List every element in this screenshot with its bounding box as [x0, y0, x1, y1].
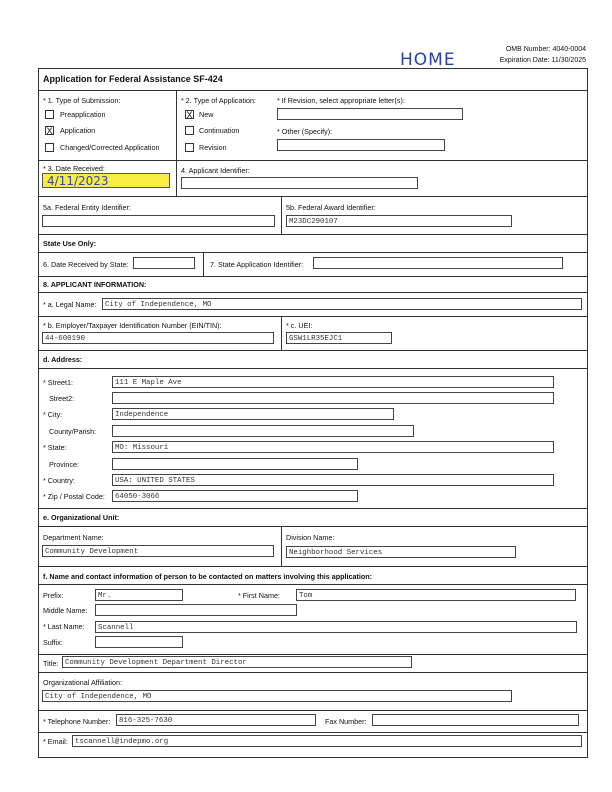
first-name-label: * First Name: [238, 591, 280, 600]
last-name-input[interactable]: Scannell [95, 621, 577, 633]
state-label: * State: [43, 443, 67, 452]
rule [38, 90, 588, 91]
other-specify-input[interactable] [277, 139, 445, 151]
ein-input[interactable]: 44-600190 [42, 332, 274, 344]
province-label: Province: [49, 460, 79, 469]
zip-label: * Zip / Postal Code: [43, 492, 105, 501]
new-label: New [199, 110, 214, 119]
applicant-identifier-input[interactable] [181, 177, 418, 189]
zip-input[interactable]: 64050-3066 [112, 490, 358, 502]
date-received-field[interactable]: 4/11/2023 [42, 173, 170, 188]
street1-input[interactable]: 111 E Maple Ave [112, 376, 554, 388]
new-checkbox[interactable]: X [186, 110, 193, 120]
revision-checkbox[interactable] [185, 143, 194, 152]
country-label: * Country: [43, 476, 75, 485]
state-input[interactable]: MO: Missouri [112, 441, 554, 453]
street2-input[interactable] [112, 392, 554, 404]
county-label: County/Parish: [49, 427, 97, 436]
rule [38, 508, 588, 509]
state-use-header: State Use Only: [43, 239, 97, 248]
telephone-input[interactable]: 816-325-7630 [116, 714, 316, 726]
omb-number: OMB Number: 4040-0004 [505, 46, 586, 53]
divider [281, 316, 282, 350]
revision-letter-label: * If Revision, select appropriate letter(s): [277, 96, 405, 105]
fax-label: Fax Number: [325, 717, 367, 726]
divider [281, 196, 282, 234]
divider [176, 90, 177, 160]
rule [38, 584, 588, 585]
fax-input[interactable] [372, 714, 579, 726]
applicant-info-header: 8. APPLICANT INFORMATION: [43, 280, 147, 289]
application-checkbox[interactable]: X [46, 126, 53, 136]
type-of-application-label: * 2. Type of Application: [181, 96, 256, 105]
rule [38, 368, 588, 369]
affiliation-label: Organizational Affiliation: [43, 678, 122, 687]
department-label: Department Name: [43, 533, 104, 542]
county-input[interactable] [112, 425, 414, 437]
state-date-input[interactable] [133, 257, 195, 269]
federal-entity-input[interactable] [42, 215, 275, 227]
rule [38, 732, 588, 733]
division-label: Division Name: [286, 533, 335, 542]
street2-label: Street2: [49, 394, 75, 403]
continuation-label: Continuation [199, 126, 240, 135]
legal-name-input[interactable]: City of Independence, MO [102, 298, 582, 310]
preapplication-label: Preapplication [60, 110, 106, 119]
rule [38, 350, 588, 351]
rule [38, 316, 588, 317]
uei-label: * c. UEI: [286, 321, 313, 330]
rule [38, 292, 588, 293]
form-title: Application for Federal Assistance SF-424 [43, 74, 223, 84]
telephone-label: * Telephone Number: [43, 717, 111, 726]
prefix-input[interactable]: Mr. [95, 589, 183, 601]
address-header: d. Address: [43, 355, 83, 364]
org-unit-header: e. Organizational Unit: [43, 513, 120, 522]
city-label: * City: [43, 410, 63, 419]
street1-label: * Street1: [43, 378, 73, 387]
division-input[interactable]: Neighborhood Services [286, 546, 516, 558]
type-of-submission-label: * 1. Type of Submission: [43, 96, 121, 105]
date-received-label: * 3. Date Received: [43, 164, 105, 173]
changed-application-label: Changed/Corrected Application [60, 143, 160, 152]
contact-header: f. Name and contact information of person to be contacted on matters involving this application: [43, 572, 373, 581]
state-app-id-input[interactable] [313, 257, 563, 269]
rule [38, 672, 588, 673]
application-label: Application [60, 126, 96, 135]
middle-name-input[interactable] [95, 604, 297, 616]
divider [176, 160, 177, 196]
city-input[interactable]: Independence [112, 408, 394, 420]
divider [281, 526, 282, 566]
affiliation-input[interactable]: City of Independence, MO [42, 690, 512, 702]
title-label: Title: [43, 659, 59, 668]
revision-label: Revision [199, 143, 227, 152]
revision-letter-input[interactable] [277, 108, 463, 120]
state-app-id-label: 7. State Application Identifier: [210, 260, 304, 269]
suffix-input[interactable] [95, 636, 183, 648]
rule [38, 160, 588, 161]
rule [38, 234, 588, 235]
title-input[interactable]: Community Development Department Director [62, 656, 412, 668]
rule [38, 654, 588, 655]
rule [38, 196, 588, 197]
federal-entity-label: 5a. Federal Entity Identifier: [43, 203, 131, 212]
middle-name-label: Middle Name: [43, 606, 88, 615]
uei-input[interactable]: GSW1LR35EJC1 [286, 332, 392, 344]
continuation-checkbox[interactable] [185, 126, 194, 135]
federal-award-input[interactable]: M23DC290107 [286, 215, 512, 227]
department-input[interactable]: Community Development [42, 545, 274, 557]
applicant-identifier-label: 4. Applicant Identifier: [181, 166, 250, 175]
prefix-label: Prefix: [43, 591, 64, 600]
changed-application-checkbox[interactable] [45, 143, 54, 152]
first-name-input[interactable]: Tom [296, 589, 576, 601]
handwritten-note: HOME [400, 50, 456, 70]
other-specify-label: * Other (Specify): [277, 127, 333, 136]
rule [38, 710, 588, 711]
omb-info [470, 44, 586, 66]
email-label: * Email: [43, 737, 68, 746]
suffix-label: Suffix: [43, 638, 63, 647]
ein-label: * b. Employer/Taxpayer Identification Number (EIN/TIN): [43, 321, 222, 330]
last-name-label: * Last Name: [43, 622, 85, 631]
legal-name-label: * a. Legal Name: [43, 300, 97, 309]
preapplication-checkbox[interactable] [45, 110, 54, 119]
province-input[interactable] [112, 458, 358, 470]
rule [38, 276, 588, 277]
rule [38, 566, 588, 567]
divider [203, 252, 204, 276]
rule [38, 252, 588, 253]
state-date-label: 6. Date Received by State: [43, 260, 129, 269]
rule [38, 526, 588, 527]
country-input[interactable]: USA: UNITED STATES [112, 474, 554, 486]
expiration-date: Expiration Date: 11/30/2025 [499, 57, 586, 64]
federal-award-label: 5b. Federal Award Identifier: [286, 203, 376, 212]
email-input[interactable]: tscannell@indepmo.org [72, 735, 582, 747]
